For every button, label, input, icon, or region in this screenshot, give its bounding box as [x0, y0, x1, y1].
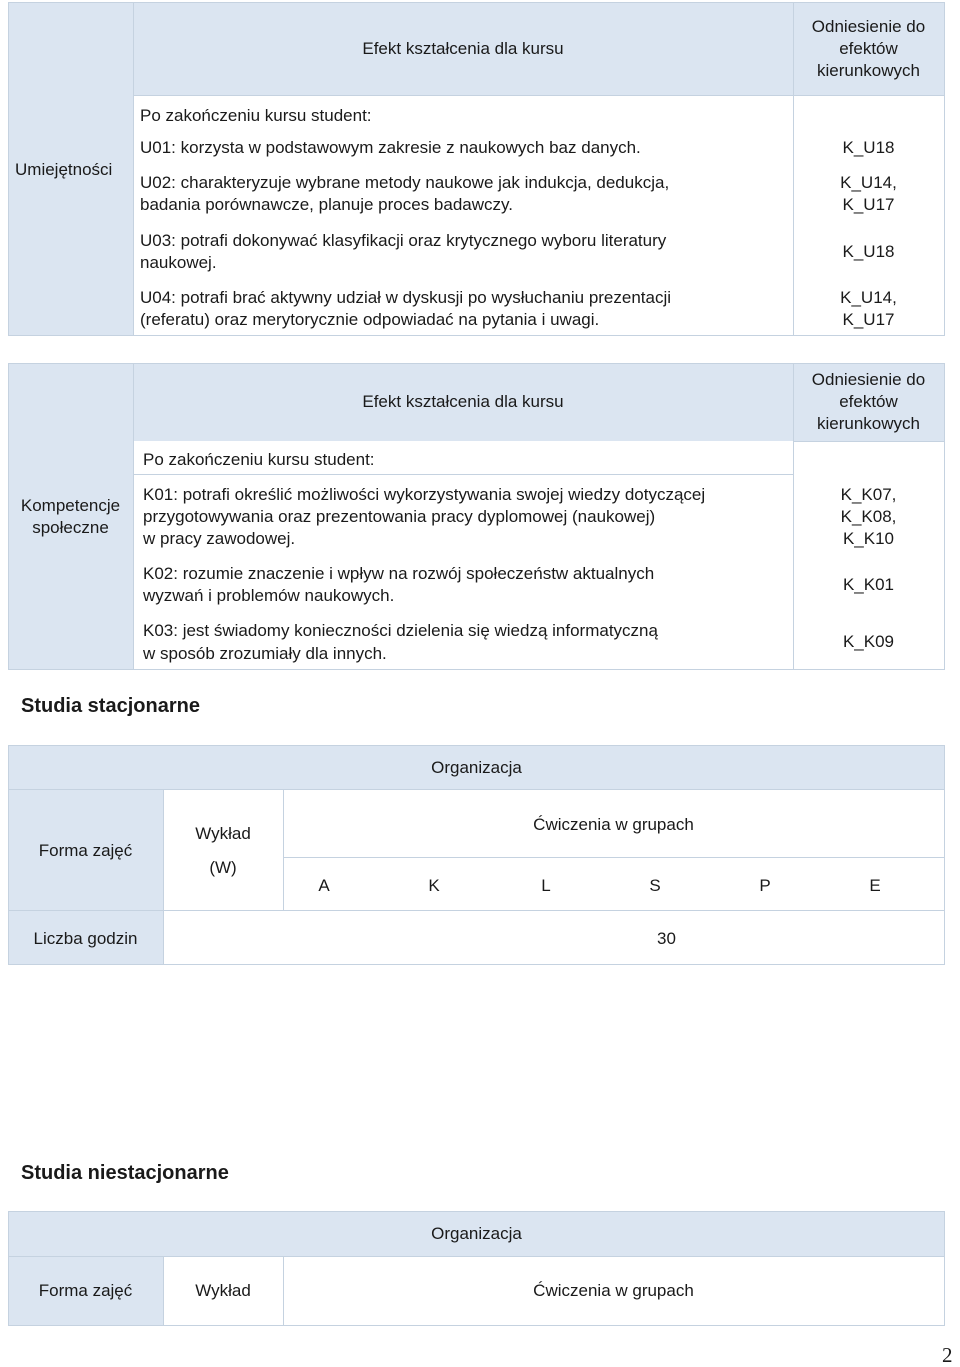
group-label: E	[869, 876, 881, 895]
forma-label: Forma zajęć	[38, 841, 133, 860]
outcome-text: K02: rozumie znaczenie i wpływ na rozwój społeczeństw aktualnych	[143, 564, 655, 583]
category-label: Kompetencje	[20, 496, 121, 515]
group-label: K	[428, 876, 440, 895]
ref-header-line: Odniesienie do	[811, 17, 926, 36]
lecture-code: (W)	[209, 858, 237, 877]
ref-header-line: Odniesienie do	[811, 370, 926, 389]
outcome-text: U01: korzysta w podstawowym zakresie z naukowych baz danych.	[140, 138, 641, 157]
outcome-text: wyzwań i problemów naukowych.	[143, 586, 395, 605]
hours-value: 30	[657, 929, 676, 948]
exercises-label: Ćwiczenia w grupach	[533, 1281, 694, 1300]
organization-header: Organizacja	[431, 758, 522, 777]
lecture-label: Wykład	[195, 824, 251, 843]
intro-text: Po zakończeniu kursu student:	[143, 450, 375, 469]
outcome-ref: K_U14,	[840, 173, 897, 192]
hours-label: Liczba godzin	[33, 929, 138, 948]
outcome-ref: K_U17	[842, 195, 895, 214]
outcome-text: w pracy zawodowej.	[143, 529, 296, 548]
outcome-ref: K_K07,	[840, 485, 897, 504]
effect-header: Efekt kształcenia dla kursu	[362, 392, 564, 411]
effect-header: Efekt kształcenia dla kursu	[362, 39, 564, 58]
ref-header-line: efektów	[839, 392, 898, 411]
outcome-ref: K_U18	[842, 242, 895, 261]
outcome-ref: K_U18	[842, 138, 895, 157]
outcome-ref: K_K01	[842, 575, 895, 594]
ref-header-line: kierunkowych	[817, 61, 920, 80]
organization-header: Organizacja	[431, 1224, 522, 1243]
outcome-ref: K_K08,	[840, 507, 897, 526]
section-heading: Studia niestacjonarne	[21, 1162, 229, 1184]
group-label: P	[759, 876, 771, 895]
ref-header-line: kierunkowych	[817, 414, 920, 433]
outcome-ref: K_K10	[842, 529, 895, 548]
section-heading: Studia stacjonarne	[21, 695, 200, 717]
outcome-ref: K_U17	[842, 310, 895, 329]
category-label: społeczne	[32, 518, 109, 537]
lecture-label: Wykład	[195, 1281, 251, 1300]
outcome-text: K03: jest świadomy konieczności dzielenia się wiedzą informatyczną	[143, 621, 658, 640]
group-label: S	[649, 876, 661, 895]
ref-header-line: efektów	[839, 39, 898, 58]
group-label: A	[318, 876, 330, 895]
forma-label: Forma zajęć	[38, 1281, 133, 1300]
outcome-text: (referatu) oraz merytorycznie odpowiadać na pytania i uwagi.	[140, 310, 600, 329]
outcome-text: naukowej.	[140, 253, 217, 272]
intro-text: Po zakończeniu kursu student:	[140, 106, 372, 125]
exercises-label: Ćwiczenia w grupach	[533, 815, 694, 834]
outcome-text: U02: charakteryzuje wybrane metody naukowe jak indukcja, dedukcja,	[140, 173, 670, 192]
outcome-ref: K_K09	[842, 632, 895, 651]
group-label: L	[541, 876, 551, 895]
page-number: 2	[942, 1343, 953, 1367]
outcome-text: K01: potrafi określić możliwości wykorzystywania swojej wiedzy dotyczącej	[143, 485, 706, 504]
outcome-ref: K_U14,	[840, 288, 897, 307]
category-label: Umiejętności	[15, 160, 113, 179]
outcome-text: badania porównawcze, planuje proces badawczy.	[140, 195, 513, 214]
outcome-text: w sposób zrozumiały dla innych.	[143, 644, 387, 663]
outcome-text: przygotowywania oraz prezentowania pracy dyplomowej (naukowej)	[143, 507, 656, 526]
outcome-text: U04: potrafi brać aktywny udział w dyskusji po wysłuchaniu prezentacji	[140, 288, 672, 307]
outcome-text: U03: potrafi dokonywać klasyfikacji oraz krytycznego wyboru literatury	[140, 231, 667, 250]
